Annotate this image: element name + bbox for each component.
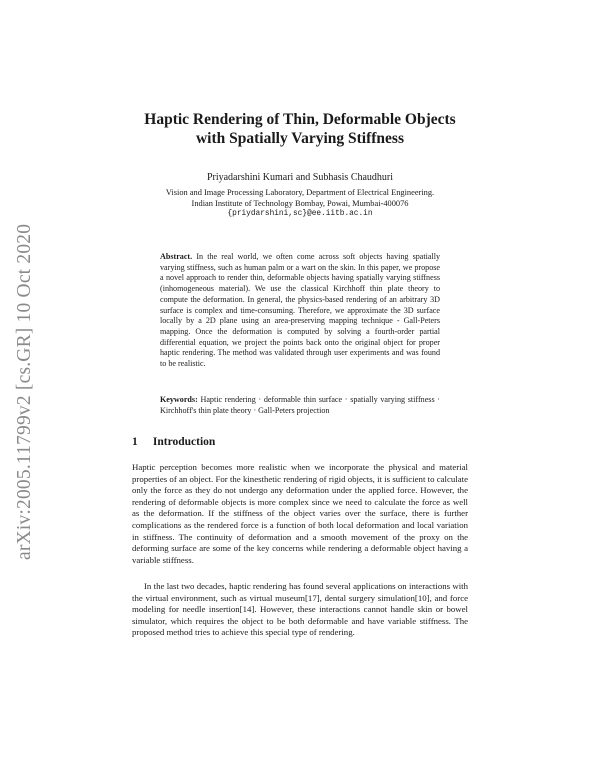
section-number: 1 <box>132 436 138 448</box>
keywords-text: Haptic rendering · deformable thin surface · spatially varying stiffness · Kirchhoff's thin plate theory · Gall-Peters projection <box>160 395 440 415</box>
section-title: Introduction <box>152 436 216 448</box>
keywords <box>160 395 440 416</box>
abstract-label: Abstract. <box>160 252 193 261</box>
abstract-text: In the real world, we often come across soft objects having spatially varying stiffness, such as human palm or a wart on the skin. In this paper, we propose a novel approach to render thin, deformable objects having spatially varying stiffness (inhomogeneous material). We use the classical Kirchhoff thin plate theory to compute the deformation. In general, the physics-based rendering of an arbitrary 3D surface is complex and time-consuming. Therefore, we approximate the 3D surface locally by a 2D plane using an area-preserving mapping technique - Gall-Peters mapping. Once the deformation is computed by solving a fourth-order partial differential equation, we project the points back onto the original object for proper haptic rendering. The method was validated through user experiments and was found to be realistic. <box>160 252 440 369</box>
title-line-1: Haptic Rendering of Thin, Deformable Objects <box>144 111 456 128</box>
affiliation-line-2: Indian Institute of Technology Bombay, Powai, Mumbai-400076 <box>191 198 409 208</box>
affiliation <box>132 188 468 220</box>
paper-title <box>132 110 468 148</box>
section-heading <box>132 436 468 448</box>
title-line-2: with Spatially Varying Stiffness <box>195 130 404 147</box>
affiliation-line-1: Vision and Image Processing Laboratory, Department of Electrical Engineering. <box>165 188 435 197</box>
authors: Priyadarshini Kumari and Subhasis Chaudhuri <box>206 172 394 183</box>
arxiv-identifier: arXiv:2005.11799v2 [cs.GR] 10 Oct 2020 <box>14 223 35 560</box>
keywords-label: Keywords: <box>160 395 198 404</box>
abstract <box>160 252 440 370</box>
intro-paragraph-1: Haptic perception becomes more realistic when we incorporate the physical and material properties of an object. For the kinesthetic rendering of rigid objects, it is sufficient to calculate only the force as they do not undergo any deformation under the applied force. However, the rendering of deformable objects is more complex since we need to calculate the force as well as the deformation. If the stiffness of the object varies over the surface, there is further complications as the rendered force is a function of both local deformation and local variation in stiffness. The continuity of deformation and a smooth movement of the proxy on the deforming surface are some of the key concerns while rendering a deformable object having a variable stiffness. <box>132 462 468 565</box>
affiliation-email: {priydarshini,sc}@ee.iitb.ac.in <box>227 210 373 219</box>
intro-paragraph-2: In the last two decades, haptic rendering has found several applications on interactions with the virtual environment, such as virtual museum[17], dental surgery simulation[10], and force modeling for needle insertion[14]. However, these interactions cannot handle skin or bowel simulator, which requires the object to be both deformable and have variable stiffness. The proposed method tries to achieve this special type of rendering. <box>132 581 468 638</box>
